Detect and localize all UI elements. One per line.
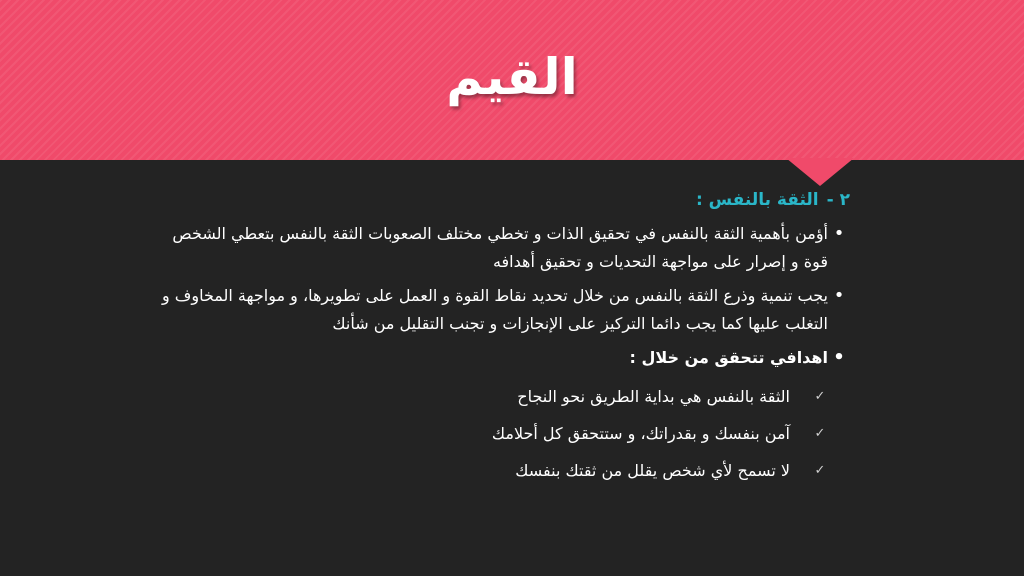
check-item xyxy=(150,415,850,452)
bullet-text: أؤمن بأهمية الثقة بالنفس في تحقيق الذات و تخطي مختلف الصعوبات الثقة بالنفس بتعطي الشخص قوة و إصرار على مواجهة التحديات و تحقيق أهدافه xyxy=(172,224,828,271)
check-text: آمن بنفسك و بقدراتك، و ستتحقق كل أحلامك xyxy=(491,424,790,443)
bullet-icon: • xyxy=(833,223,845,244)
bullet-text: يجب تنمية وذرع الثقة بالنفس من خلال تحديد نقاط القوة و العمل على تطويرها، و مواجهة المخاوف و التغلب عليها كما يجب دائما التركيز على الإنجازات و تجنب التقليل من شأنك xyxy=(161,286,828,333)
slide-title: القيم xyxy=(446,48,578,106)
checkmark-icon: ✓ xyxy=(814,389,826,404)
section-title: الثقة بالنفس : xyxy=(695,190,819,210)
bullet-item xyxy=(150,344,850,372)
check-item xyxy=(150,378,850,415)
banner-notch xyxy=(786,158,854,186)
section-heading xyxy=(150,190,850,210)
checkmark-icon: ✓ xyxy=(814,426,826,441)
bullet-icon: • xyxy=(833,347,845,368)
bullet-text: اهدافي تتحقق من خلال : xyxy=(629,348,828,367)
check-text: لا تسمح لأي شخص يقلل من ثقتك بنفسك xyxy=(515,461,790,480)
check-text: الثقة بالنفس هي بداية الطريق نحو النجاح xyxy=(517,387,790,406)
bullet-item xyxy=(150,282,850,338)
bullet-icon: • xyxy=(833,285,845,306)
bullet-item xyxy=(150,220,850,276)
check-item xyxy=(150,452,850,489)
checkmark-icon: ✓ xyxy=(814,463,826,478)
section-number: ٢ - xyxy=(826,190,850,210)
slide-content xyxy=(150,190,850,489)
